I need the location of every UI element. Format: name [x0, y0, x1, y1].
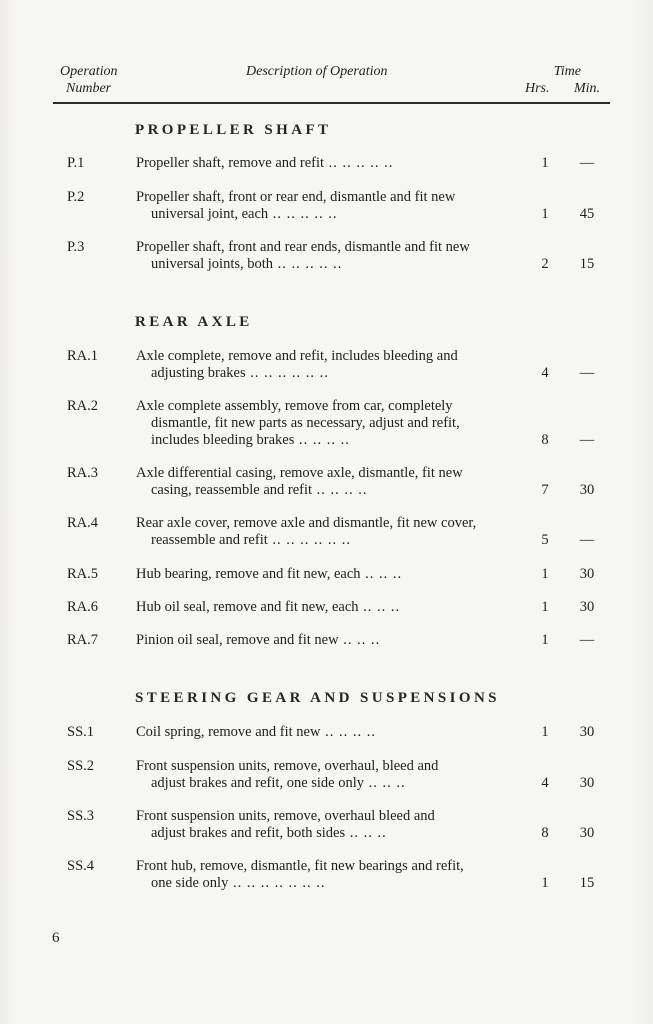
- time-header: [522, 63, 608, 96]
- hours-value: 5: [541, 532, 549, 548]
- description-line: Front hub, remove, dismantle, fit new bearings and refit,: [136, 858, 464, 874]
- operation-number: SS.1: [67, 724, 95, 740]
- operation-description: [136, 155, 512, 172]
- description-line: Coil spring, remove and fit new: [136, 724, 321, 740]
- operation-description: [136, 758, 512, 792]
- description-line: Hub oil seal, remove and fit new, each: [136, 599, 359, 615]
- operation-description: [136, 599, 512, 616]
- minutes-value: —: [579, 432, 595, 448]
- minutes-value: —: [579, 532, 595, 548]
- hours-value: 1: [541, 155, 549, 171]
- description-line: adjusting brakes: [151, 365, 246, 381]
- leader-dots: .. .. ..: [364, 775, 406, 791]
- description-line: Rear axle cover, remove axle and dismantle, fit new cover,: [136, 515, 477, 531]
- operation-description: [136, 465, 512, 499]
- header-rule: [53, 102, 610, 104]
- operation-number: SS.3: [67, 808, 95, 824]
- leader-dots: .. .. ..: [345, 825, 387, 841]
- leader-dots: .. .. ..: [358, 599, 401, 615]
- minutes-value: 30: [579, 599, 595, 615]
- operation-description: [136, 724, 512, 741]
- minutes-value: 30: [579, 775, 595, 791]
- hours-value: 1: [541, 724, 549, 740]
- operation-number: SS.4: [67, 858, 95, 874]
- hours-value: 1: [541, 875, 549, 891]
- operation-description: [136, 566, 512, 583]
- minutes-value: 30: [579, 482, 595, 498]
- operation-number: RA.2: [67, 398, 99, 414]
- description-line: Propeller shaft, front or rear end, dismantle and fit new: [136, 189, 456, 205]
- description-line: includes bleeding brakes: [151, 432, 295, 448]
- description-line: Front suspension units, remove, overhaul bleed and: [136, 808, 435, 824]
- minutes-value: 30: [579, 566, 595, 582]
- minutes-value: 30: [579, 825, 595, 841]
- hours-value: 4: [541, 775, 549, 791]
- operation-description: [136, 189, 512, 223]
- operation-number: RA.4: [67, 515, 99, 531]
- minutes-value: 15: [579, 875, 595, 891]
- description-line: Axle differential casing, remove axle, dismantle, fit new: [136, 465, 463, 481]
- section-title: REAR AXLE: [135, 314, 253, 330]
- minutes-value: 15: [579, 256, 595, 272]
- description-line: Hub bearing, remove and fit new, each: [136, 566, 361, 582]
- operation-description: [136, 239, 512, 273]
- operation-number: RA.6: [67, 599, 99, 615]
- leader-dots: .. .. .. .. .. ..: [267, 532, 352, 548]
- operation-description: [136, 632, 512, 649]
- time-header-label: Time: [553, 64, 581, 79]
- description-line: Pinion oil seal, remove and fit new: [136, 632, 339, 648]
- hours-value: 8: [541, 432, 549, 448]
- hours-value: 1: [541, 566, 549, 582]
- description-line: dismantle, fit new parts as necessary, adjust and refit,: [151, 415, 460, 431]
- operation-number: RA.3: [67, 465, 99, 481]
- operation-number: P.1: [67, 155, 85, 171]
- description-line: casing, reassemble and refit: [151, 482, 313, 498]
- section-title: STEERING GEAR AND SUSPENSIONS: [135, 690, 500, 706]
- leader-dots: .. .. .. .. ..: [273, 256, 343, 272]
- hours-value: 8: [541, 825, 549, 841]
- leader-dots: .. .. .. ..: [320, 724, 376, 740]
- hours-value: 4: [541, 365, 549, 381]
- hours-value: 1: [541, 206, 549, 222]
- minutes-value: 45: [579, 206, 595, 222]
- leader-dots: .. .. ..: [338, 632, 381, 648]
- operation-description: [136, 348, 512, 382]
- description-line: universal joints, both: [151, 256, 274, 272]
- hours-value: 1: [541, 599, 549, 615]
- leader-dots: .. .. .. .. ..: [324, 155, 394, 171]
- minutes-value: —: [579, 365, 595, 381]
- description-line: Axle complete, remove and refit, includes bleeding and: [136, 348, 458, 364]
- description-line: adjust brakes and refit, both sides: [151, 825, 346, 841]
- operation-number: RA.5: [67, 566, 99, 582]
- operation-header-line2: Number: [66, 81, 112, 96]
- operation-description: [136, 398, 512, 449]
- min-header: Min.: [574, 81, 601, 96]
- description-line: adjust brakes and refit, one side only: [151, 775, 365, 791]
- hrs-header: Hrs.: [525, 81, 550, 96]
- leader-dots: .. .. .. .. ..: [268, 206, 338, 222]
- minutes-value: 30: [579, 724, 595, 740]
- hours-value: 1: [541, 632, 549, 648]
- description-header: Description of Operation: [246, 64, 388, 79]
- operation-number: RA.1: [67, 348, 99, 364]
- section-title: PROPELLER SHAFT: [135, 122, 332, 138]
- description-line: Propeller shaft, remove and refit: [136, 155, 325, 171]
- operation-number-header: [60, 63, 118, 97]
- operation-number: P.3: [67, 239, 85, 255]
- description-line: one side only: [151, 875, 229, 891]
- operation-number: RA.7: [67, 632, 99, 648]
- leader-dots: .. .. .. .. .. .. ..: [228, 875, 326, 891]
- description-line: universal joint, each: [151, 206, 269, 222]
- operation-header-line1: Operation: [60, 64, 118, 79]
- operation-description: [136, 858, 512, 892]
- description-line: Front suspension units, remove, overhaul, bleed and: [136, 758, 439, 774]
- description-line: reassemble and refit: [151, 532, 268, 548]
- operation-description: [136, 808, 512, 842]
- leader-dots: .. .. .. ..: [312, 482, 368, 498]
- operation-description: [136, 515, 512, 549]
- description-line: Axle complete assembly, remove from car, completely: [136, 398, 453, 414]
- leader-dots: .. .. .. ..: [294, 432, 350, 448]
- minutes-value: —: [579, 155, 595, 171]
- hours-value: 7: [541, 482, 549, 498]
- leader-dots: .. .. .. .. .. ..: [245, 365, 329, 381]
- minutes-value: —: [579, 632, 595, 648]
- description-line: Propeller shaft, front and rear ends, dismantle and fit new: [136, 239, 470, 255]
- operation-number: SS.2: [67, 758, 95, 774]
- hours-value: 2: [541, 256, 549, 272]
- leader-dots: .. .. ..: [360, 566, 403, 582]
- operation-number: P.2: [67, 189, 85, 205]
- page-number: 6: [52, 930, 60, 946]
